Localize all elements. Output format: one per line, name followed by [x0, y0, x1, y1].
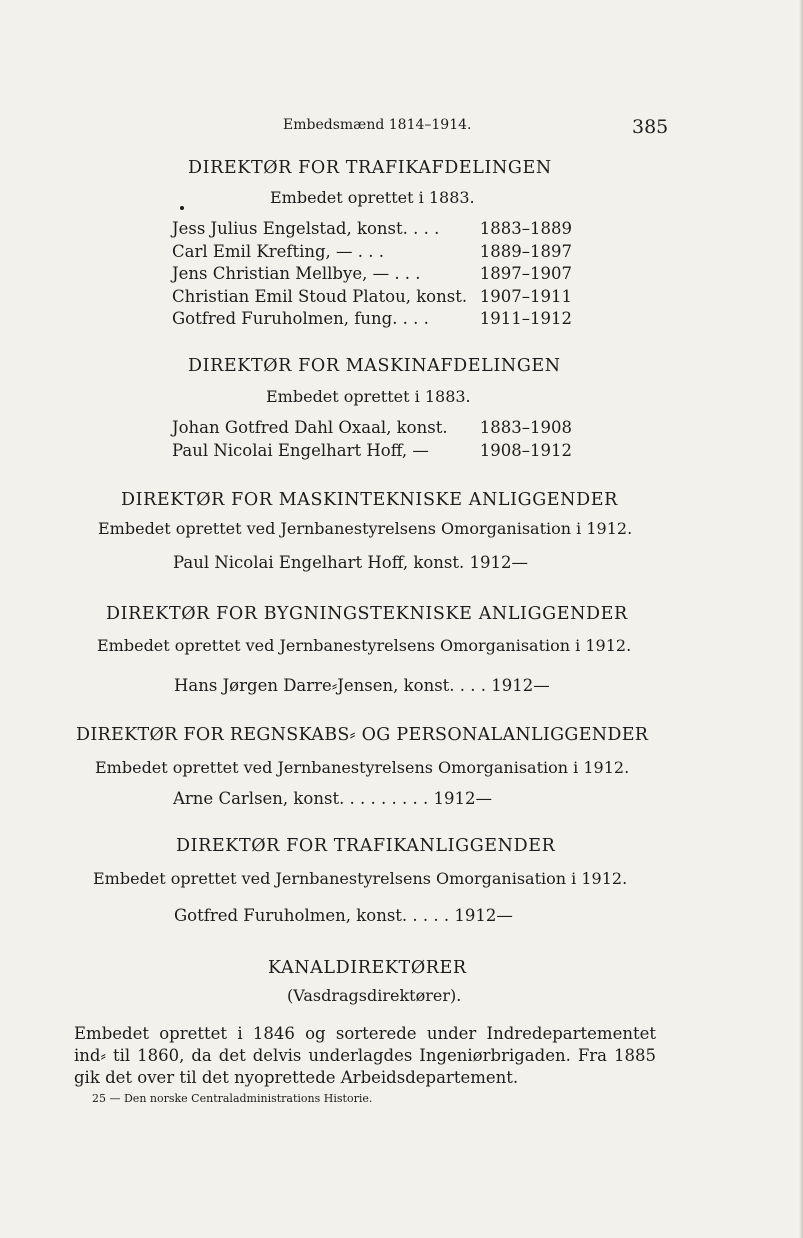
list-item [172, 264, 572, 286]
heading-regnskab: DIREKTØR FOR REGNSKABS⸗ OG PERSONALANLIGGENDER [76, 725, 649, 745]
list-item [172, 441, 572, 463]
subtitle-maskinafdelingen: Embedet oprettet i 1883. [266, 387, 471, 406]
subtitle-trafikafdelingen: Embedet oprettet i 1883. [270, 188, 475, 207]
entry-regnskab: Arne Carlsen, konst. . . . . . . . . 1912— [173, 789, 492, 808]
heading-trafikafdelingen: DIREKTØR FOR TRAFIKAFDELINGEN [188, 158, 552, 178]
list-item [172, 287, 572, 309]
paragraph-kanaldirektorer: Embedet oprettet i 1846 og sorterede under Indredepartementet ind⸗ til 1860, da det delvis underlagdes Ingeniørbrigaden. Fra 1885 gik det over til det nyoprettede Arbeidsdepartement. [74, 1024, 656, 1087]
list-item [172, 418, 572, 440]
entry-years: 1889–1897 [479, 242, 572, 261]
entry-years: 1911–1912 [479, 309, 572, 328]
subtitle-kanaldirektorer: (Vasdragsdirektører). [287, 986, 462, 1005]
entry-name: Christian Emil Stoud Platou, konst. [172, 287, 468, 306]
entry-years: 1897–1907 [479, 264, 572, 283]
list-item [172, 242, 572, 264]
bullet-mark [180, 206, 184, 210]
entry-years: 1883–1908 [479, 418, 572, 437]
entry-years: 1883–1889 [479, 219, 572, 238]
entry-bygningstekniske: Hans Jørgen Darre⸗Jensen, konst. . . . 1912— [174, 676, 550, 695]
entry-name: Gotfred Furuholmen, fung. . . . [172, 309, 429, 328]
subtitle-trafikanliggender: Embedet oprettet ved Jernbanestyrelsens Omorganisation i 1912. [93, 869, 628, 888]
heading-kanaldirektorer: KANALDIREKTØRER [268, 958, 467, 978]
entry-years: 1907–1911 [479, 287, 572, 306]
page-number: 385 [632, 116, 669, 138]
heading-maskintekniske: DIREKTØR FOR MASKINTEKNISKE ANLIGGENDER [121, 490, 618, 510]
heading-bygningstekniske: DIREKTØR FOR BYGNINGSTEKNISKE ANLIGGENDER [106, 604, 628, 624]
entry-name: Johan Gotfred Dahl Oxaal, konst. [172, 418, 448, 437]
entry-name: Paul Nicolai Engelhart Hoff, — [172, 441, 429, 460]
heading-maskinafdelingen: DIREKTØR FOR MASKINAFDELINGEN [188, 356, 561, 376]
entry-maskintekniske: Paul Nicolai Engelhart Hoff, konst. 1912— [173, 553, 528, 572]
entry-name: Jess Julius Engelstad, konst. . . . [172, 219, 440, 238]
entry-trafikanliggender: Gotfred Furuholmen, konst. . . . . 1912— [174, 906, 513, 925]
entry-name: Carl Emil Krefting, — . . . [172, 242, 385, 261]
entry-years: 1908–1912 [479, 441, 572, 460]
list-item [172, 219, 572, 241]
subtitle-maskintekniske: Embedet oprettet ved Jernbanestyrelsens Omorganisation i 1912. [98, 519, 633, 538]
running-head: Embedsmænd 1814–1914. [283, 117, 472, 133]
subtitle-bygningstekniske: Embedet oprettet ved Jernbanestyrelsens Omorganisation i 1912. [97, 636, 632, 655]
page-edge-shadow [799, 0, 803, 1238]
footnote: 25 — Den norske Centraladministrations Historie. [92, 1092, 373, 1105]
entry-name: Jens Christian Mellbye, — . . . [172, 264, 421, 283]
heading-trafikanliggender: DIREKTØR FOR TRAFIKANLIGGENDER [176, 836, 556, 856]
subtitle-regnskab: Embedet oprettet ved Jernbanestyrelsens Omorganisation i 1912. [95, 758, 630, 777]
list-item [172, 309, 572, 331]
